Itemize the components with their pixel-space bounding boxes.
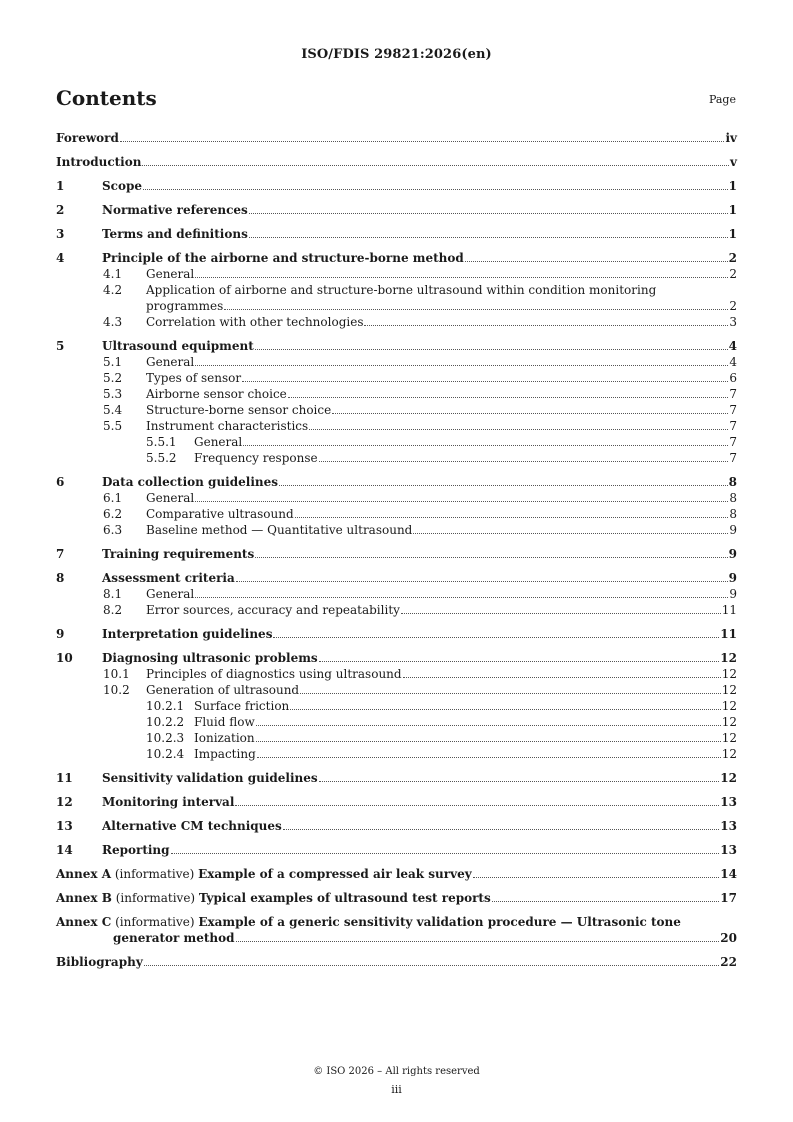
leader-dots (195, 277, 728, 278)
toc-title: Comparative ultrasound (146, 507, 294, 521)
toc-entry-5[interactable] (56, 338, 737, 354)
leader-dots (273, 637, 719, 638)
toc-title: Terms and definitions (102, 227, 248, 241)
leader-dots (224, 309, 728, 310)
toc-entry-10-2-3[interactable] (56, 730, 737, 746)
annex-label: Annex C (56, 915, 112, 929)
toc-entry-8-2[interactable] (56, 602, 737, 618)
toc-page: 11 (720, 627, 737, 641)
toc-number: 5.4 (103, 403, 123, 417)
toc-number: 10.2.3 (146, 731, 185, 745)
toc-entry-bibliography[interactable] (56, 954, 737, 970)
leader-dots (236, 941, 720, 942)
toc-page: 7 (729, 435, 737, 449)
toc-number: 3 (56, 227, 65, 241)
toc-number: 10.2.4 (146, 747, 185, 761)
leader-dots (290, 709, 720, 710)
toc-entry-introduction[interactable] (56, 154, 737, 170)
toc-title: Airborne sensor choice (146, 387, 287, 401)
annex-note: (informative) (111, 867, 199, 881)
toc-page: iv (725, 131, 737, 145)
toc-title: Frequency response (194, 451, 318, 465)
leader-dots (256, 741, 721, 742)
toc-entry-10-2-4[interactable] (56, 746, 737, 762)
toc-title-line1: Application of airborne and structure-borne ultrasound within condition monitoring (146, 283, 657, 297)
page-column-label: Page (708, 93, 736, 106)
leader-dots (195, 365, 728, 366)
toc-title: Error sources, accuracy and repeatability (146, 603, 400, 617)
leader-dots (300, 693, 721, 694)
annex-label: Annex A (56, 867, 112, 881)
toc-number: 13 (56, 819, 73, 833)
toc-page: 8 (729, 491, 737, 505)
toc-entry-5-5[interactable] (56, 418, 737, 434)
toc-entry-5-1[interactable] (56, 354, 737, 370)
toc-title: Introduction (56, 155, 142, 169)
toc-entry-13[interactable] (56, 818, 737, 834)
toc-title: General (146, 267, 195, 281)
toc-page: 9 (729, 587, 737, 601)
toc-page: 13 (720, 819, 737, 833)
toc-entry-1[interactable] (56, 178, 737, 194)
leader-dots (465, 261, 728, 262)
leader-dots (401, 613, 721, 614)
toc-number: 5.5.1 (146, 435, 177, 449)
toc-page: 12 (721, 699, 737, 713)
toc-page: 12 (721, 731, 737, 745)
toc-title: Bibliography (56, 955, 143, 969)
toc-number: 8.2 (103, 603, 123, 617)
toc-title-line1 (56, 914, 681, 930)
leader-dots (142, 165, 729, 166)
leader-dots (283, 829, 720, 830)
annex-title: Typical examples of ultrasound test reports (198, 891, 491, 905)
toc-title: Monitoring interval (102, 795, 235, 809)
toc-entry-annex-b[interactable] (56, 890, 737, 906)
toc-title: Foreword (56, 131, 119, 145)
toc-page: 9 (728, 571, 737, 585)
toc-number: 2 (56, 203, 65, 217)
toc-page: 1 (728, 203, 737, 217)
toc-number: 12 (56, 795, 73, 809)
toc-number: 8 (56, 571, 65, 585)
toc-number: 4.3 (103, 315, 123, 329)
toc-entry-2[interactable] (56, 202, 737, 218)
toc-page: 2 (729, 299, 737, 313)
leader-dots (249, 237, 728, 238)
toc-title: Principle of the airborne and structure-borne method (102, 251, 464, 265)
leader-dots (195, 597, 728, 598)
toc-number: 8.1 (103, 587, 123, 601)
leader-dots (295, 517, 729, 518)
leader-dots (319, 661, 720, 662)
toc-page: 4 (728, 339, 737, 353)
toc-number: 6 (56, 475, 65, 489)
toc-page: 13 (720, 795, 737, 809)
toc-title: General (146, 587, 195, 601)
toc-entry-10[interactable] (56, 650, 737, 666)
leader-dots (319, 461, 729, 462)
toc-entry-6-2[interactable] (56, 506, 737, 522)
toc-title: Scope (102, 179, 143, 193)
leader-dots (332, 413, 728, 414)
toc-title (56, 866, 472, 882)
toc-page: 12 (721, 667, 737, 681)
page-number: iii (391, 1083, 402, 1096)
toc-entry-6-1[interactable] (56, 490, 737, 506)
leader-dots (242, 381, 728, 382)
toc-title: General (146, 355, 195, 369)
toc-page: 11 (721, 603, 737, 617)
toc-page: 1 (728, 227, 737, 241)
toc-entry-10-1[interactable] (56, 666, 737, 682)
toc-number: 10.2 (103, 683, 130, 697)
toc-title-line2: programmes (146, 299, 224, 313)
toc-entry-14[interactable] (56, 842, 737, 858)
toc-title: Generation of ultrasound (146, 683, 300, 697)
toc-number: 6.3 (103, 523, 123, 537)
leader-dots (473, 877, 720, 878)
toc-page: 12 (720, 651, 737, 665)
toc-title: Impacting (194, 747, 256, 761)
toc-number: 10 (56, 651, 73, 665)
leader-dots (255, 349, 728, 350)
toc-title: Data collection guidelines (102, 475, 278, 489)
toc-entry-5-4[interactable] (56, 402, 737, 418)
toc-page: 2 (729, 267, 737, 281)
toc-entry-8-1[interactable] (56, 586, 737, 602)
toc-entry-7[interactable] (56, 546, 737, 562)
leader-dots (171, 853, 720, 854)
toc-number: 5 (56, 339, 65, 353)
leader-dots (236, 581, 728, 582)
toc-page: 12 (720, 771, 737, 785)
toc-title: Structure-borne sensor choice (146, 403, 332, 417)
leader-dots (143, 189, 728, 190)
toc-title: Baseline method — Quantitative ultrasound (146, 523, 413, 537)
copyright-notice: © ISO 2026 – All rights reserved (313, 1066, 480, 1077)
toc-page: 4 (729, 355, 737, 369)
leader-dots (249, 213, 728, 214)
toc-number: 4.1 (103, 267, 123, 281)
leader-dots (257, 757, 721, 758)
toc-number: 5.5.2 (146, 451, 177, 465)
toc-entry-12[interactable] (56, 794, 737, 810)
toc-title: Principles of diagnostics using ultrasound (146, 667, 402, 681)
toc-page: 12 (721, 715, 737, 729)
toc-page: 1 (728, 179, 737, 193)
toc-entry-5-5-1[interactable] (56, 434, 737, 450)
leader-dots (255, 557, 727, 558)
toc-title: Ultrasound equipment (102, 339, 254, 353)
toc-page: 14 (720, 867, 737, 881)
toc-number: 6.2 (103, 507, 123, 521)
toc-number: 4.2 (103, 283, 123, 297)
toc-page: 12 (721, 683, 737, 697)
toc-number: 11 (56, 771, 73, 785)
leader-dots (279, 485, 728, 486)
leader-dots (413, 533, 728, 534)
toc-title: Ionization (194, 731, 255, 745)
toc-title: Types of sensor (146, 371, 242, 385)
toc-page: 20 (720, 931, 737, 945)
leader-dots (403, 677, 721, 678)
leader-dots (243, 445, 728, 446)
leader-dots (288, 397, 729, 398)
toc-title: Training requirements (102, 547, 255, 561)
leader-dots (195, 501, 728, 502)
toc-entry-6[interactable] (56, 474, 737, 490)
toc-entry-5-5-2[interactable] (56, 450, 737, 466)
toc-entry-3[interactable] (56, 226, 737, 242)
toc-entry-annex-c[interactable] (56, 914, 737, 946)
toc-title: General (146, 491, 195, 505)
toc-entry-4-2[interactable] (56, 282, 737, 314)
table-of-contents (56, 130, 737, 970)
toc-title: Sensitivity validation guidelines (102, 771, 318, 785)
annex-title: Example of a generic sensitivity validation procedure — Ultrasonic tone (198, 915, 681, 929)
toc-entry-6-3[interactable] (56, 522, 737, 538)
toc-page: 9 (729, 523, 737, 537)
annex-note: (informative) (111, 891, 199, 905)
toc-page: 12 (721, 747, 737, 761)
toc-page: 6 (729, 371, 737, 385)
toc-entry-10-2-2[interactable] (56, 714, 737, 730)
toc-page: 22 (720, 955, 737, 969)
leader-dots (144, 965, 720, 966)
toc-page: 7 (729, 387, 737, 401)
toc-title: Instrument characteristics (146, 419, 309, 433)
toc-number: 10.1 (103, 667, 130, 681)
document-header: ISO/FDIS 29821:2026(en) (301, 47, 492, 62)
leader-dots (309, 429, 728, 430)
toc-page: 2 (728, 251, 737, 265)
toc-entry-9[interactable] (56, 626, 737, 642)
toc-entry-11[interactable] (56, 770, 737, 786)
contents-title: Contents (56, 86, 157, 110)
toc-number: 5.1 (103, 355, 123, 369)
toc-entry-5-2[interactable] (56, 370, 737, 386)
toc-title: Assessment criteria (102, 571, 235, 585)
leader-dots (319, 781, 720, 782)
toc-title: General (194, 435, 243, 449)
toc-page: 8 (729, 507, 737, 521)
toc-number: 7 (56, 547, 65, 561)
toc-title: Normative references (102, 203, 248, 217)
leader-dots (492, 901, 720, 902)
toc-entry-10-2[interactable] (56, 682, 737, 698)
toc-number: 5.2 (103, 371, 123, 385)
toc-page: 7 (729, 451, 737, 465)
toc-page: 8 (728, 475, 737, 489)
toc-entry-annex-a[interactable] (56, 866, 737, 882)
toc-entry-4-3[interactable] (56, 314, 737, 330)
toc-title-line2: generator method (113, 931, 235, 945)
toc-title: Diagnosing ultrasonic problems (102, 651, 318, 665)
toc-entry-foreword[interactable] (56, 130, 737, 146)
leader-dots (364, 325, 728, 326)
toc-entry-5-3[interactable] (56, 386, 737, 402)
annex-label: Annex B (56, 891, 112, 905)
toc-page: 17 (720, 891, 737, 905)
toc-title: Alternative CM techniques (102, 819, 282, 833)
toc-title (56, 890, 491, 906)
toc-title: Correlation with other technologies (146, 315, 364, 329)
toc-page: 13 (720, 843, 737, 857)
toc-page: 3 (729, 315, 737, 329)
toc-page: 7 (729, 403, 737, 417)
toc-page: 7 (729, 419, 737, 433)
leader-dots (256, 725, 721, 726)
toc-page: 9 (728, 547, 737, 561)
toc-number: 1 (56, 179, 65, 193)
toc-title: Surface friction (194, 699, 290, 713)
toc-page: v (730, 155, 737, 169)
toc-number: 6.1 (103, 491, 123, 505)
toc-title: Reporting (102, 843, 170, 857)
toc-number: 10.2.1 (146, 699, 185, 713)
toc-number: 14 (56, 843, 73, 857)
toc-title: Fluid flow (194, 715, 255, 729)
toc-number: 10.2.2 (146, 715, 185, 729)
toc-entry-8[interactable] (56, 570, 737, 586)
leader-dots (120, 141, 725, 142)
toc-number: 9 (56, 627, 65, 641)
toc-number: 4 (56, 251, 65, 265)
toc-entry-4[interactable] (56, 250, 737, 266)
toc-title: Interpretation guidelines (102, 627, 273, 641)
toc-number: 5.3 (103, 387, 123, 401)
toc-number: 5.5 (103, 419, 123, 433)
annex-note: (informative) (111, 915, 199, 929)
leader-dots (235, 805, 719, 806)
toc-entry-10-2-1[interactable] (56, 698, 737, 714)
toc-entry-4-1[interactable] (56, 266, 737, 282)
annex-title: Example of a compressed air leak survey (198, 867, 472, 881)
